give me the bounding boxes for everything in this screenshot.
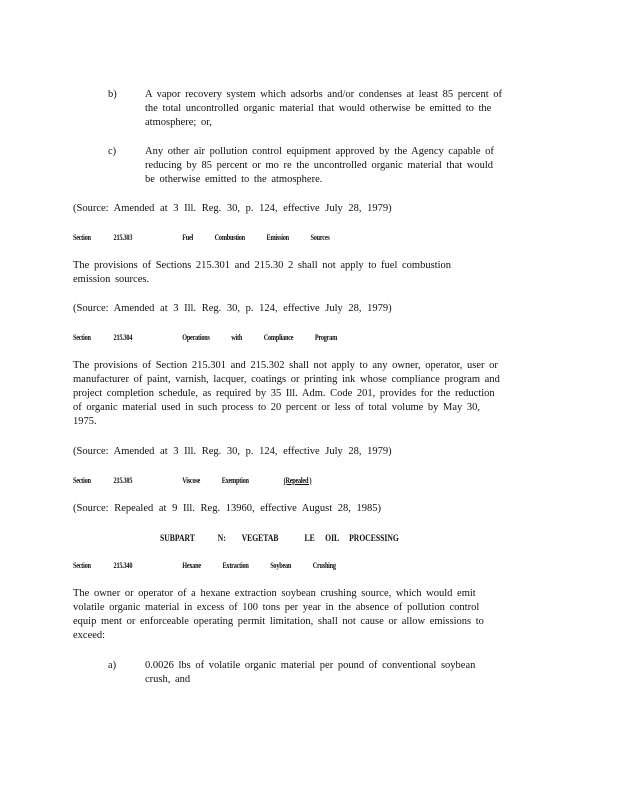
repealed-note: (Repealed ) [283,476,312,485]
section-215-340-heading [73,560,336,572]
subpart-letter: N: [217,533,226,543]
section-title: Viscose Exemption [182,476,249,485]
section-title: Hexane Extraction Soybean Crushing [182,561,336,570]
item-c-label: c) [108,146,117,157]
section-word: Section [73,233,91,242]
section-215-340-paragraph: The owner or operator of a hexane extraction soybean crushing source, which would emit volatile organic material in excess of 100 tons per year in the absence of pollution control equip ment or enforceable operating permit limitation, shall not cause or allow emissions to exceed: [73,588,484,641]
section-word: Section [73,333,91,342]
section-word: Section [73,476,91,485]
section-215-304-heading [73,332,337,344]
section-title: Fuel Combustion Emission Sources [182,233,330,242]
subpart-n-heading [160,532,399,544]
section-title: Operations with Compliance Program [182,333,338,342]
source-note-4: (Source: Repealed at 9 Ill. Reg. 13960, effective August 28, 1985) [73,503,381,514]
source-note-2: (Source: Amended at 3 Ill. Reg. 30, p. 124, effective July 28, 1979) [73,303,392,314]
section-215-303-paragraph: The provisions of Sections 215.301 and 215.30 2 shall not apply to fuel combustion emission sources. [73,260,452,285]
item-b-text: A vapor recovery system which adsorbs and/or condenses at least 85 percent of the total uncontrolled organic material that would otherwise be emitted to the atmosphere; or, [145,89,502,128]
section-215-304-paragraph: The provisions of Section 215.301 and 215.302 shall not apply to any owner, operator, user or manufacturer of paint, varnish, lacquer, coatings or printing ink whose compliance program and project completion schedule, as required by 35 Ill. Adm. Code 201, provides for the reduction of organic material used in such process to 20 percent or less of total volume by May 30, 1975. [73,360,500,427]
source-note-3: (Source: Amended at 3 Ill. Reg. 30, p. 124, effective July 28, 1979) [73,446,392,457]
section-number: 215.304 [113,333,133,342]
item-a-text: 0.0026 lbs of volatile organic material per pound of conventional soybean crush, and [145,660,476,685]
subpart-word: SUBPART [160,533,195,543]
source-note-1: (Source: Amended at 3 Ill. Reg. 30, p. 124, effective July 28, 1979) [73,203,392,214]
section-word: Section [73,561,91,570]
subpart-title-b: LE OIL PROCESSING [304,533,399,543]
item-b-label: b) [108,89,117,100]
section-number: 215.303 [113,233,133,242]
item-c-text: Any other air pollution control equipment approved by the Agency capable of reducing by 85 percent or mo re the uncontrolled organic material that would be otherwise emitted to the atmosphere. [145,146,494,185]
section-number: 215.340 [113,561,133,570]
subpart-title-a: VEGETAB [241,533,279,543]
section-215-303-heading [73,232,330,244]
section-number: 215.305 [113,476,133,485]
section-215-305-heading [73,475,311,487]
item-a-label: a) [108,660,117,671]
